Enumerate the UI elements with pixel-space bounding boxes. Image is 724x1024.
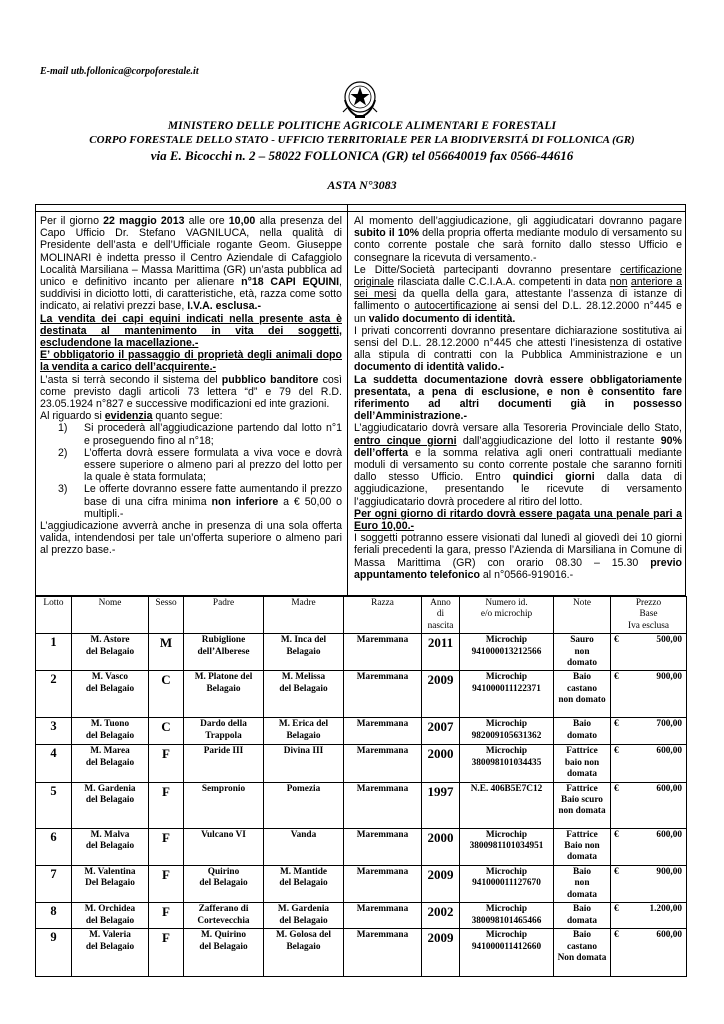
table-row xyxy=(36,745,687,782)
cell-padre: Vulcano VI xyxy=(184,828,264,865)
cell-prezzo: € 900,00 xyxy=(611,865,687,902)
cell-razza: Maremmana xyxy=(344,718,422,745)
single-offer-paragraph: L’aggiudicazione avverrà anche in presenza di una sola offerta valida, intendendosi per tale un’offerta superiore o almeno pari al prezzo base.- xyxy=(40,520,342,557)
cell-sesso: F xyxy=(149,903,184,929)
col-madre: Madre xyxy=(264,597,344,634)
office-heading: CORPO FORESTALE DELLO STATO - UFFICIO TERRITORIALE PER LA BIODIVERSITÁ DI FOLLONICA (GR) xyxy=(89,134,635,146)
cell-padre: M. Quirino del Belagaio xyxy=(184,929,264,977)
cell-prezzo: € 1.200,00 xyxy=(611,903,687,929)
column-divider xyxy=(347,205,348,595)
table-row xyxy=(36,903,687,929)
cell-nome: M. Valeria del Belagaio xyxy=(72,929,149,977)
lots-table-body xyxy=(36,634,687,977)
cell-prezzo: € 500,00 xyxy=(611,634,687,671)
cell-anno: 2011 xyxy=(422,634,460,671)
cell-note: Fattrice Baio scuro non domata xyxy=(554,782,611,828)
cell-sesso: C xyxy=(149,718,184,745)
cell-nome: M. Vasco del Belagaio xyxy=(72,671,149,718)
cell-nome: M. Astore del Belagaio xyxy=(72,634,149,671)
table-row xyxy=(36,865,687,902)
cell-microchip: Microchip 941000011412660 xyxy=(460,929,554,977)
cell-razza: Maremmana xyxy=(344,745,422,782)
viewing-paragraph: I soggetti potranno essere visionati dal lunedì al giovedì dei 10 giorni feriali precedenti la gara, presso l’Azienda di Marsiliana in Comune di Massa Marittima (GR) con orario 08.30 – 15.30 previo appuntamento telefonico al n°0566-919016.- xyxy=(354,532,682,581)
left-column xyxy=(40,215,342,557)
cell-lotto: 8 xyxy=(36,903,72,929)
payment-paragraph: Al momento dell’aggiudicazione, gli aggiudicatari dovranno pagare subito il 10% della propria offerta mediante modulo di versamento su conto corrente postale che sarà fornito dallo stesso Ufficio e consegnare la ricevuta di versamento.- xyxy=(354,215,682,264)
table-row xyxy=(36,782,687,828)
cell-nome: M. Valentina Del Belagaio xyxy=(72,865,149,902)
table-row xyxy=(36,828,687,865)
cell-microchip: N.E. 406B5E7C12 xyxy=(460,782,554,828)
cell-prezzo: € 700,00 xyxy=(611,718,687,745)
ownership-transfer-clause: E’ obbligatorio il passaggio di proprietà degli animali dopo la vendita a carico dell’acquirente.- xyxy=(40,349,342,374)
cell-razza: Maremmana xyxy=(344,865,422,902)
documentation-paragraph: La suddetta documentazione dovrà essere obbligatoriamente presentata, a pena di esclusione, e non è consentito fare riferimento ad altri documenti già in possesso dell’Amministrazione.- xyxy=(354,373,682,423)
penalty-paragraph: Per ogni giorno di ritardo dovrà essere pagata una penale pari a Euro 10,00.- xyxy=(354,507,682,533)
cell-lotto: 5 xyxy=(36,782,72,828)
cell-note: Baio castano Non domata xyxy=(554,929,611,977)
table-row xyxy=(36,671,687,718)
cell-anno: 2007 xyxy=(422,718,460,745)
cell-razza: Maremmana xyxy=(344,782,422,828)
cell-anno: 2000 xyxy=(422,828,460,865)
asta-title: ASTA N°3083 xyxy=(327,178,397,192)
cell-anno: 2002 xyxy=(422,903,460,929)
cell-padre: Paride III xyxy=(184,745,264,782)
cell-padre: Quirino del Belagaio xyxy=(184,865,264,902)
cell-anno: 2000 xyxy=(422,745,460,782)
cell-lotto: 2 xyxy=(36,671,72,718)
cell-sesso: F xyxy=(149,745,184,782)
cell-razza: Maremmana xyxy=(344,671,422,718)
cell-padre: Rubiglione dell’Alberese xyxy=(184,634,264,671)
col-lotto: Lotto xyxy=(36,597,72,634)
cell-prezzo: € 600,00 xyxy=(611,782,687,828)
cell-lotto: 6 xyxy=(36,828,72,865)
col-nome: Nome xyxy=(72,597,149,634)
list-item: 2) L’offerta dovrà essere formulata a viva voce e dovrà essere superiore o almeno pari al prezzo del lotto per la quale è stata formulata; xyxy=(58,446,342,484)
balance-payment-paragraph: L’aggiudicatario dovrà versare alla Tesoreria Provinciale dello Stato, entro cinque giorni dall’aggiudicazione del lotto il restante 90% dell’offerta e la somma relativa agli oneri contrattuali mediante moduli di versamento su conto corrente postale che saranno forniti dallo stesso Ufficio. Entro quindici giorni dalla data di aggiudicazione, presentando le ricevute di versamento l’aggiudicatario dovrà procedere al ritiro del lotto. xyxy=(354,422,682,508)
intro-paragraph: Per il giorno 22 maggio 2013 alle ore 10,00 alla presenza del Capo Ufficio Dr. Stefano VAGNILUCA, nella qualità di Presidente dell’asta e dell’Ufficiale rogante Geom. Giuseppe MOLINARI è indetta presso il Centro Aziendale di Cafaggiolo Località Marsiliana – Massa Marittima (GR) un’asta pubblica ad unico e definitivo incanto per alienare n°18 CAPI EQUINI, suddivisi in diciotto lotti, di caratteristiche, età, razza come sotto indicato, ai relativi prezzi base, I.V.A. esclusa.- xyxy=(40,215,342,313)
cell-lotto: 9 xyxy=(36,929,72,977)
cell-prezzo: € 900,00 xyxy=(611,671,687,718)
cell-padre: M. Platone del Belagaio xyxy=(184,671,264,718)
cell-microchip: Microchip 941000011127670 xyxy=(460,865,554,902)
cell-sesso: M xyxy=(149,634,184,671)
ministry-heading: MINISTERO DELLE POLITICHE AGRICOLE ALIMENTARI E FORESTALI xyxy=(167,120,557,132)
col-microchip: Numero id. e/o microchip xyxy=(460,597,554,634)
cell-madre: M. Golosa del Belagaio xyxy=(264,929,344,977)
table-row xyxy=(36,929,687,977)
cell-sesso: F xyxy=(149,782,184,828)
cell-sesso: F xyxy=(149,929,184,977)
address-heading: via E. Bicocchi n. 2 – 58022 FOLLONICA (GR) tel 056640019 fax 0566-44616 xyxy=(150,148,574,163)
cell-padre: Dardo della Trappola xyxy=(184,718,264,745)
cell-note: Baio non domata xyxy=(554,865,611,902)
auction-system-paragraph: L’asta si terrà secondo il sistema del pubblico banditore così come previsto dagli articoli 73 lettera “d” e 79 del R.D. 23.05.1924 n°827 e successive modificazioni ed inte grazioni. xyxy=(40,373,343,411)
table-header-row xyxy=(36,597,687,634)
lots-table xyxy=(35,596,687,977)
cell-note: Fattrice Baio non domata xyxy=(554,828,611,865)
private-bidders-paragraph: I privati concorrenti dovranno presentare dichiarazione sostitutiva ai sensi del D.L. 28.12.2000 n°445 che attesti l’inesistenza di ostative alla stipula di contratti con la Pubblica Amministrazione e un documento di identità valido.- xyxy=(354,324,682,374)
cell-anno: 2009 xyxy=(422,865,460,902)
cell-madre: M. Erica del Belagaio xyxy=(264,718,344,745)
cell-microchip: Microchip 941000011122371 xyxy=(460,671,554,718)
cell-razza: Maremmana xyxy=(344,828,422,865)
cell-madre: M. Gardenia del Belagaio xyxy=(264,903,344,929)
cell-razza: Maremmana xyxy=(344,929,422,977)
cell-padre: Sempronio xyxy=(184,782,264,828)
col-anno: Anno di nascita xyxy=(422,597,460,634)
cell-prezzo: € 600,00 xyxy=(611,745,687,782)
cell-microchip: Microchip 380098101034435 xyxy=(460,745,554,782)
cell-anno: 1997 xyxy=(422,782,460,828)
table-row xyxy=(36,634,687,671)
no-slaughter-clause: La vendita dei capi equini indicati nella presente asta è destinata al mantenimento in vita dei soggetti, escludendone la macellazione.- xyxy=(40,312,342,350)
cell-prezzo: € 600,00 xyxy=(611,828,687,865)
cell-nome: M. Tuono del Belagaio xyxy=(72,718,149,745)
col-prezzo: Prezzo Base Iva esclusa xyxy=(611,597,687,634)
cell-madre: Vanda xyxy=(264,828,344,865)
cell-anno: 2009 xyxy=(422,671,460,718)
col-sesso: Sesso xyxy=(149,597,184,634)
email-address: E-mail utb.follonica@corpoforestale.it xyxy=(40,66,199,77)
box-top-bar xyxy=(36,205,685,212)
cell-note: Baio domata xyxy=(554,903,611,929)
cell-microchip: Microchip 380098101465466 xyxy=(460,903,554,929)
cell-sesso: C xyxy=(149,671,184,718)
cell-nome: M. Gardenia del Belagaio xyxy=(72,782,149,828)
cell-note: Fattrice baio non domata xyxy=(554,745,611,782)
cell-note: Sauro non domato xyxy=(554,634,611,671)
cell-padre: Zafferano di Cortevecchia xyxy=(184,903,264,929)
cell-lotto: 3 xyxy=(36,718,72,745)
cell-note: Baio domato xyxy=(554,718,611,745)
notice-paragraph: Al riguardo si evidenzia quanto segue: xyxy=(40,410,223,423)
cell-madre: Divina III xyxy=(264,745,344,782)
cell-nome: M. Marea del Belagaio xyxy=(72,745,149,782)
cell-sesso: F xyxy=(149,828,184,865)
cell-madre: M. Melissa del Belagaio xyxy=(264,671,344,718)
cell-madre: M. Inca del Belagaio xyxy=(264,634,344,671)
cell-lotto: 4 xyxy=(36,745,72,782)
rules-list xyxy=(40,422,342,520)
cell-microchip: Microchip 941000013212566 xyxy=(460,634,554,671)
cell-razza: Maremmana xyxy=(344,634,422,671)
col-razza: Razza xyxy=(344,597,422,634)
cell-madre: M. Mantide del Belagaio xyxy=(264,865,344,902)
list-item: 3) Le offerte dovranno essere fatte aumentando il prezzo base di una cifra minima non inferiore a € 50,00 o multipli.- xyxy=(58,483,342,520)
col-note: Note xyxy=(554,597,611,634)
companies-paragraph: Le Ditte/Società partecipanti dovranno presentare certificazione originale rilasciata dalle C.C.I.A.A. competenti in data non anteriore a sei mesi da quella della gara, attestante l’assenza di istanze di fallimento o autocertificazione ai sensi del D.L. 28.12.2000 n°445 e un valido documento di identità. xyxy=(354,263,682,325)
cell-prezzo: € 600,00 xyxy=(611,929,687,977)
table-row xyxy=(36,718,687,745)
col-padre: Padre xyxy=(184,597,264,634)
cell-sesso: F xyxy=(149,865,184,902)
cell-note: Baio castano non domato xyxy=(554,671,611,718)
list-item: 1) Si procederà all’aggiudicazione partendo dal lotto n°1 e proseguendo fino al n°18; xyxy=(58,422,342,447)
cell-nome: M. Orchidea del Belagaio xyxy=(72,903,149,929)
cell-madre: Pomezia xyxy=(264,782,344,828)
cell-microchip: Microchip 982009105631362 xyxy=(460,718,554,745)
cell-razza: Maremmana xyxy=(344,903,422,929)
cell-microchip: Microchip 3800981101034951 xyxy=(460,828,554,865)
republic-emblem-icon xyxy=(341,78,379,120)
right-column xyxy=(354,215,682,581)
cell-anno: 2009 xyxy=(422,929,460,977)
cell-lotto: 7 xyxy=(36,865,72,902)
cell-lotto: 1 xyxy=(36,634,72,671)
auction-terms-box xyxy=(35,204,686,596)
cell-nome: M. Malva del Belagaio xyxy=(72,828,149,865)
